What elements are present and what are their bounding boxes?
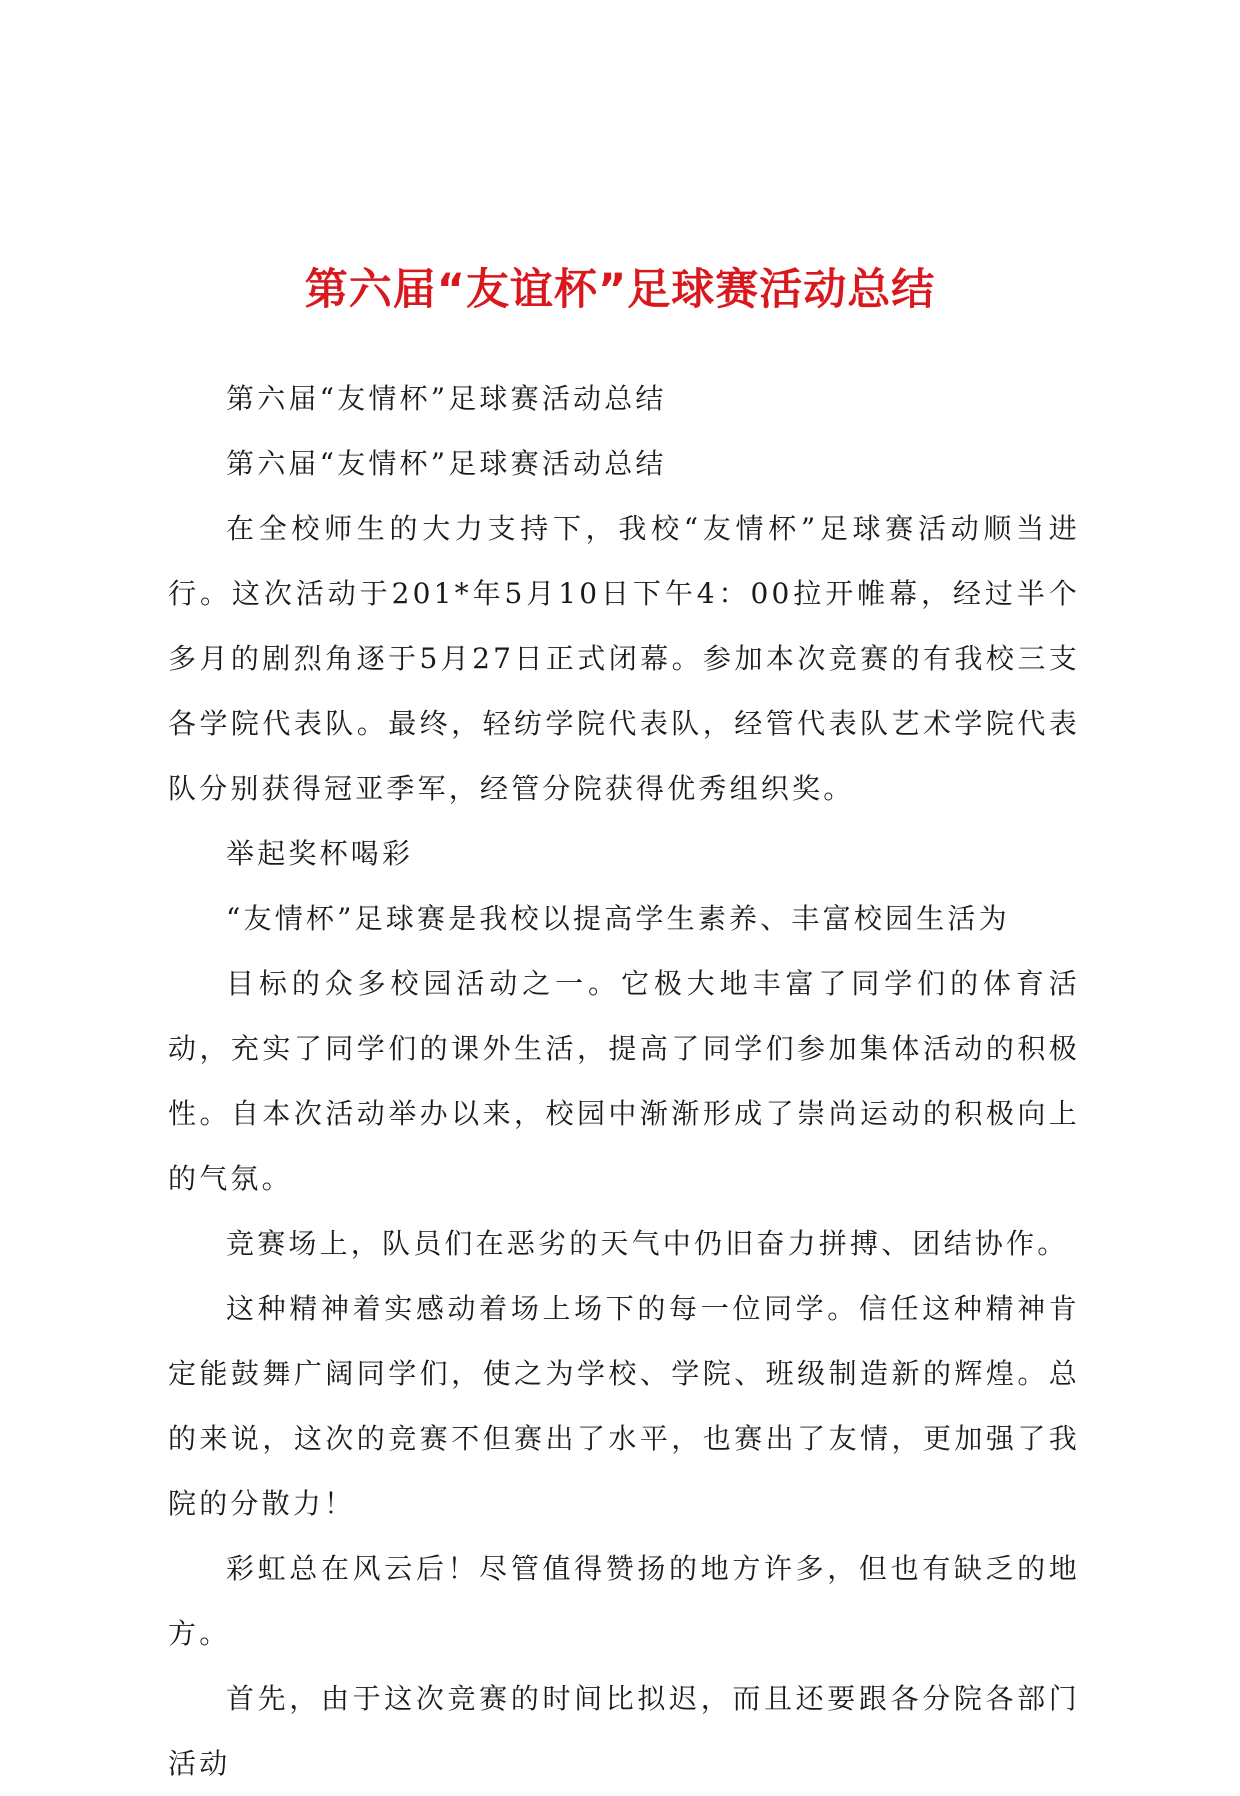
paragraph-field: 竞赛场上，队员们在恶劣的天气中仍旧奋力拼搏、团结协作。 (226, 1227, 1069, 1260)
paragraph-subtitle-1: 第六届“友情杯”足球赛活动总结 (226, 382, 667, 415)
paragraph-subtitle-2: 第六届“友情杯”足球赛活动总结 (226, 447, 667, 480)
paragraph-heading-cheer: 举起奖杯喝彩 (226, 837, 414, 870)
paragraph-goals: 目标的众多校园活动之一。它极大地丰富了同学们的体育活动，充实了同学们的课外生活，提高了同学们参加集体活动的积极性。自本次活动举办以来，校园中渐渐形成了崇尚运动的积极向上的气氛。 (168, 967, 1080, 1195)
paragraph-rainbow: 彩虹总在风云后！尽管值得赞扬的地方许多，但也有缺乏的地方。 (168, 1552, 1080, 1650)
paragraph-spirit: 这种精神着实感动着场上场下的每一位同学。信任这种精神肯定能鼓舞广阔同学们，使之为学校、学院、班级制造新的辉煌。总的来说，这次的竞赛不但赛出了水平，也赛出了友情，更加强了我院的分散力！ (168, 1292, 1080, 1520)
paragraph-purpose: “友情杯”足球赛是我校以提高学生素养、丰富校园生活为 (226, 902, 1010, 935)
document-title: 第六届“友谊杯”足球赛活动总结 (304, 265, 936, 315)
paragraph-intro: 在全校师生的大力支持下，我校“友情杯”足球赛活动顺当进行。这次活动于201*年5月10日下午4：00拉开帷幕，经过半个多月的剧烈角逐于5月27日正式闭幕。参加本次竞赛的有我校三支各学院代表队。最终，轻纺学院代表队，经管代表队艺术学院代表队分别获得冠亚季军，经管分院获得优秀组织奖。 (168, 512, 1080, 805)
document-body (168, 366, 1080, 1796)
paragraph-first: 首先，由于这次竞赛的时间比拟迟，而且还要跟各分院各部门活动 (168, 1682, 1080, 1780)
